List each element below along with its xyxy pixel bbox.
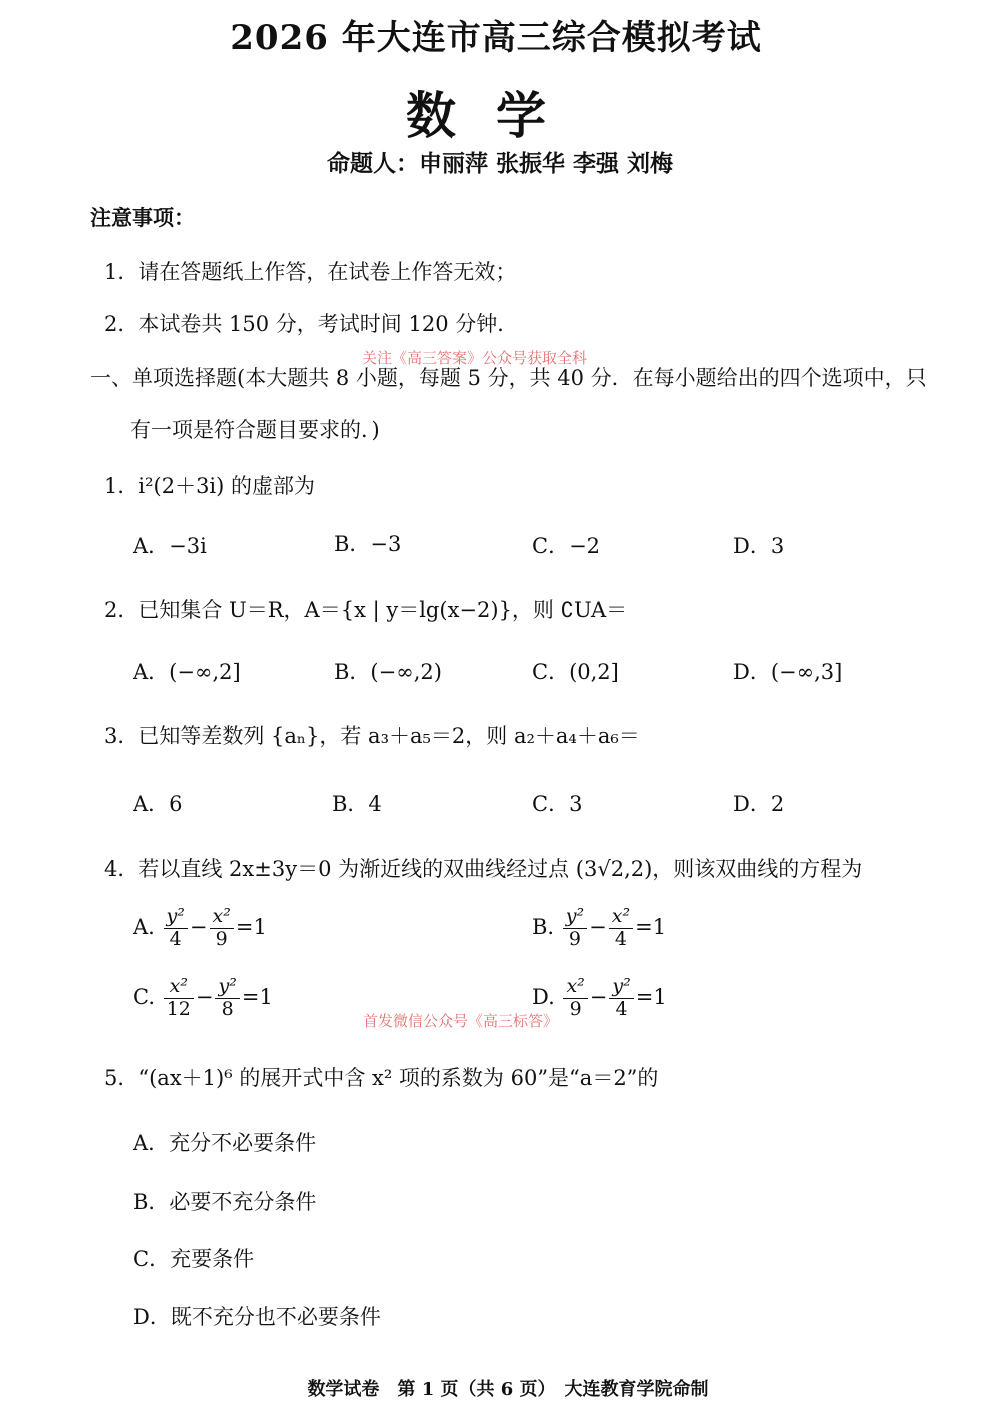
question-5 — [104, 1062, 658, 1092]
denominator: 4 — [614, 927, 627, 950]
exam-title: 2026 年大连市高三综合模拟考试 — [230, 18, 762, 58]
numerator: x² — [563, 976, 587, 999]
rhs: =1 — [635, 984, 667, 1009]
question-number: 4． — [104, 857, 139, 881]
fraction — [210, 906, 234, 951]
question-1 — [104, 470, 315, 500]
q3-option-d: D．2 — [733, 792, 785, 816]
question-number: 5． — [104, 1066, 139, 1090]
question-number: 3． — [104, 724, 139, 748]
numerator: y² — [609, 976, 633, 999]
section-heading-line2: 有一项是符合题目要求的．) — [130, 418, 380, 442]
authors-line: 命题人：申丽萍 张振华 李强 刘梅 — [326, 150, 674, 177]
option-label: B. — [532, 914, 555, 939]
section-heading-line1: 一、单项选择题(本大题共 8 小题，每题 5 分，共 40 分．在每小题给出的四个选项中，只 — [90, 366, 927, 390]
fraction — [563, 906, 587, 951]
numerator: x² — [164, 976, 194, 999]
q4-option-a: A. $\frac{\text{y²}}{4}$ − $\frac{\text{x²}}{9}$ =1 — [133, 905, 267, 950]
fraction — [164, 976, 194, 1021]
q1-option-b: B．−3 — [334, 532, 402, 556]
notice-item-1: 1．请在答题纸上作答，在试卷上作答无效； — [104, 260, 517, 284]
denominator: 9 — [569, 997, 582, 1020]
numerator: x² — [609, 906, 633, 929]
fraction — [609, 906, 633, 951]
watermark-top: 关注《高三答案》公众号获取全科 — [362, 349, 588, 367]
numerator: y² — [563, 906, 587, 929]
question-stem: “(ax＋1)⁶ 的展开式中含 x² 项的系数为 60”是“a＝2”的 — [138, 1066, 659, 1090]
q4-option-d: D. $\frac{\text{x²}}{9}$ − $\frac{\text{y²}}{4}$ =1 — [532, 975, 667, 1020]
fraction — [215, 976, 239, 1021]
denominator: 12 — [166, 997, 191, 1020]
notice-item-2: 2．本试卷共 150 分，考试时间 120 分钟． — [104, 312, 519, 336]
q3-option-b: B．4 — [332, 792, 382, 816]
q3-option-a: A．6 — [133, 792, 183, 816]
fraction — [563, 976, 587, 1021]
denominator: 9 — [568, 927, 582, 950]
subject-title: 数学 — [406, 86, 586, 145]
question-stem: 已知等差数列 {aₙ}，若 a₃＋a₅＝2，则 a₂＋a₄＋a₆＝ — [138, 724, 640, 748]
q1-option-a: A．−3i — [133, 534, 207, 558]
question-3 — [104, 720, 640, 750]
question-number: 2． — [104, 598, 139, 622]
page-footer: 数学试卷 第 1 页（共 6 页） 大连教育学院命制 — [307, 1379, 709, 1400]
fraction — [164, 906, 188, 951]
question-number: 1． — [104, 474, 139, 498]
rhs: =1 — [235, 914, 267, 939]
q2-option-a: A．(−∞,2] — [133, 660, 241, 684]
question-stem: 已知集合 U＝R，A＝{x | y＝lg(x−2)}，则 ∁UA＝ — [138, 598, 628, 622]
numerator: y² — [215, 976, 239, 999]
question-2 — [104, 594, 627, 624]
denominator: 4 — [169, 927, 182, 950]
q2-option-d: D．(−∞,3] — [733, 660, 843, 684]
fraction — [609, 976, 633, 1021]
rhs: =1 — [241, 984, 273, 1009]
watermark-middle: 首发微信公众号《高三标答》 — [363, 1012, 559, 1030]
rhs: =1 — [635, 914, 667, 939]
question-4 — [104, 853, 862, 883]
option-label: C. — [133, 984, 155, 1009]
q4-option-c: C. $\frac{\text{x²}}{12}$ − $\frac{\text{y²}}{8}$ =1 — [133, 975, 273, 1020]
numerator: x² — [210, 906, 234, 929]
q5-option-c: C．充要条件 — [133, 1247, 255, 1271]
q2-option-b: B．(−∞,2) — [334, 660, 442, 684]
option-label: A. — [133, 914, 155, 939]
numerator: y² — [164, 906, 188, 929]
question-stem: 若以直线 2x±3y＝0 为渐近线的双曲线经过点 (3√2,2)，则该双曲线的方程为 — [138, 857, 863, 881]
notice-heading: 注意事项： — [90, 205, 195, 230]
denominator: 8 — [221, 997, 234, 1020]
q5-option-d: D．既不充分也不必要条件 — [133, 1305, 381, 1329]
q5-option-a: A．充分不必要条件 — [133, 1131, 317, 1155]
q4-option-b: B. $\frac{\text{y²}}{9}$ − $\frac{\text{x²}}{4}$ =1 — [532, 905, 667, 950]
q1-option-c: C．−2 — [532, 534, 601, 558]
q3-option-c: C．3 — [532, 792, 583, 816]
denominator: 4 — [615, 997, 628, 1020]
q2-option-c: C．(0,2] — [532, 660, 619, 684]
denominator: 9 — [215, 927, 228, 950]
option-label: D. — [532, 984, 555, 1009]
q5-option-b: B．必要不充分条件 — [133, 1190, 317, 1214]
question-stem: i²(2＋3i) 的虚部为 — [138, 474, 316, 498]
q1-option-d: D．3 — [733, 534, 785, 558]
